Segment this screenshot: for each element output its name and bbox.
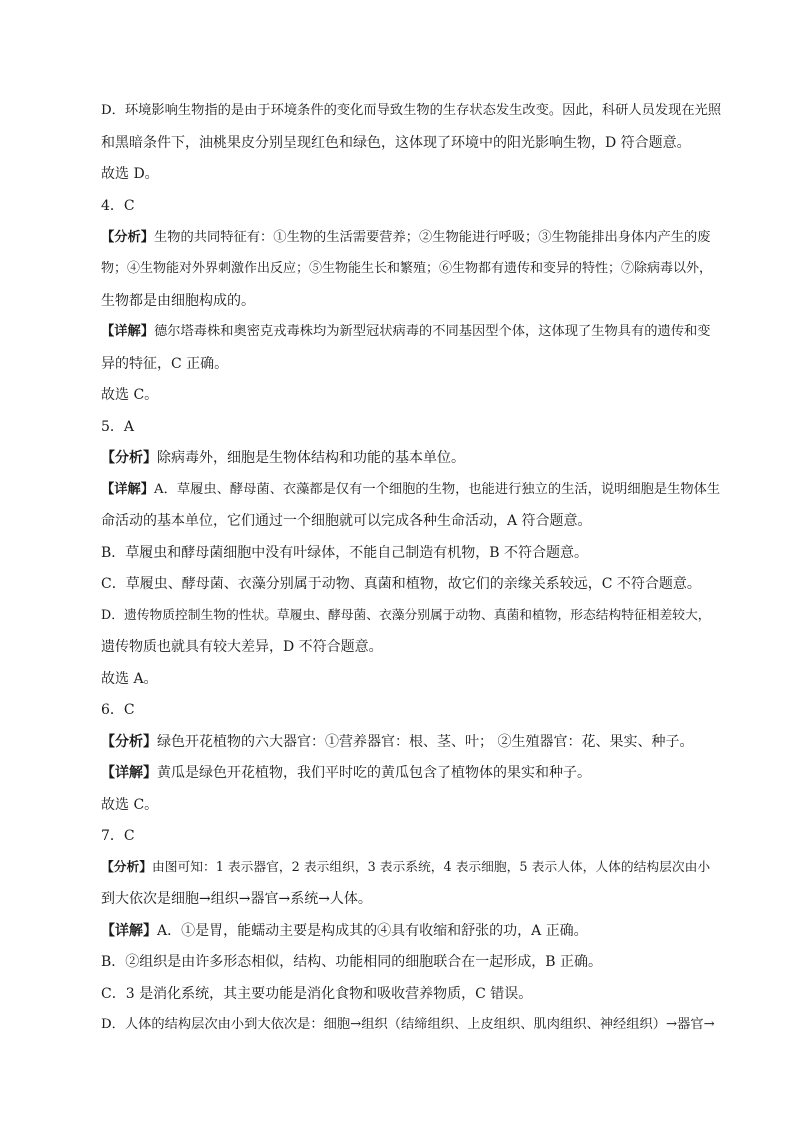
text-line [101, 542, 721, 564]
line-text: 生物的共同特征有：①生物的生活需要营养；②生物能进行呼吸；③生物能排出身体内产生的废 [154, 230, 711, 245]
section-tag: 【分析】 [101, 734, 157, 750]
line-text: A．①是胃，能蠕动主要是构成其的④具有收缩和舒张的功，A 正确。 [157, 923, 588, 939]
section-tag: 【分析】 [101, 230, 155, 245]
text-line [101, 479, 721, 501]
section-tag: 【详解】 [101, 923, 157, 939]
text-line [101, 258, 721, 280]
section-tag: 【详解】 [101, 482, 155, 497]
line-text: 故选 C。 [101, 387, 159, 403]
line-text: D．遗传物质控制生物的性状。草履虫、酵母菌、衣藻分别属于动物、真菌和植物，形态结构特征相差较大， [101, 608, 711, 623]
line-text: A．草履虫、酵母菌、衣藻都是仅有一个细胞的生物，也能进行独立的生活，说明细胞是生物体生 [154, 482, 721, 497]
text-line [101, 699, 721, 721]
text-line [101, 762, 721, 784]
text-line [101, 605, 721, 627]
text-line [101, 290, 721, 312]
line-text: D．环境影响生物指的是由于环境条件的变化而导致生物的生存状态发生改变。因此，科研人员发现在光照 [101, 103, 722, 118]
section-tag: 【详解】 [101, 324, 155, 339]
line-text: D．人体的结构层次由小到大依次是：细胞→组织（结缔组织、上皮组织、肌肉组织、神经组织）→器官→ [101, 1017, 715, 1032]
line-text: 命活动的基本单位，它们通过一个细胞就可以完成各种生命活动，A 符合题意。 [101, 513, 592, 529]
line-text: C．3 是消化系统，其主要功能是消化食物和吸收营养物质，C 错误。 [101, 986, 533, 1002]
line-text: C．草履虫、酵母菌、衣藻分别属于动物、真菌和植物，故它们的亲缘关系较远，C 不符合题意。 [101, 576, 701, 592]
text-line [101, 794, 721, 816]
text-line [101, 227, 721, 249]
text-line [101, 951, 721, 973]
text-line [101, 825, 721, 847]
text-line [101, 447, 721, 469]
line-text: 德尔塔毒株和奥密克戎毒株均为新型冠状病毒的不同基因型个体，这体现了生物具有的遗传和变 [154, 324, 711, 339]
section-tag: 【分析】 [101, 860, 152, 875]
text-line [101, 636, 721, 658]
line-text: 故选 A。 [101, 671, 158, 687]
text-line [101, 731, 721, 753]
text-line [101, 1014, 721, 1036]
line-text: B．②组织是由许多形态相似，结构、功能相同的细胞联合在一起形成，B 正确。 [101, 954, 603, 970]
line-text: 7．C [101, 828, 135, 844]
line-text: B．草履虫和酵母菌细胞中没有叶绿体，不能自己制造有机物，B 不符合题意。 [101, 545, 589, 561]
line-text: 和黑暗条件下，油桃果皮分别呈现红色和绿色，这体现了环境中的阳光影响生物，D 符合题意。 [101, 135, 691, 151]
line-text: 6．C [101, 702, 135, 718]
line-text: 生物都是由细胞构成的。 [101, 293, 255, 309]
text-line [101, 353, 721, 375]
line-text: 物；④生物能对外界刺激作出反应；⑤生物能生长和繁殖；⑥生物都有遗传和变异的特性；⑦除病毒以外， [101, 261, 713, 276]
line-text: 绿色开花植物的六大器官：①营养器官：根、茎、叶； ②生殖器官：花、果实、种子。 [157, 734, 694, 750]
text-line [101, 983, 721, 1005]
line-text: 黄瓜是绿色开花植物，我们平时吃的黄瓜包含了植物体的果实和种子。 [157, 765, 591, 781]
text-line [101, 920, 721, 942]
text-line [101, 321, 721, 343]
text-line [101, 573, 721, 595]
line-text: 5．A [101, 419, 135, 435]
line-text: 除病毒外，细胞是生物体结构和功能的基本单位。 [157, 450, 465, 466]
section-tag: 【详解】 [101, 765, 157, 781]
line-text: 故选 C。 [101, 797, 159, 813]
section-tag: 【分析】 [101, 450, 157, 466]
text-line [101, 668, 721, 690]
text-line [101, 416, 721, 438]
text-line [101, 163, 721, 185]
text-line [101, 857, 721, 879]
line-text: 故选 D。 [101, 166, 159, 182]
line-text: 遗传物质也就具有较大差异，D 不符合题意。 [101, 639, 383, 655]
line-text: 4．C [101, 198, 135, 214]
line-text: 到大依次是细胞→组织→器官→系统→人体。 [101, 891, 372, 907]
text-line [101, 384, 721, 406]
text-line [101, 888, 721, 910]
line-text: 异的特征，C 正确。 [101, 356, 229, 372]
text-line [101, 100, 721, 122]
text-line [101, 132, 721, 154]
text-line [101, 510, 721, 532]
text-line [101, 195, 721, 217]
line-text: 由图可知：1 表示器官，2 表示组织，3 表示系统，4 表示细胞，5 表示人体，人体的结构层次由小 [152, 860, 711, 875]
